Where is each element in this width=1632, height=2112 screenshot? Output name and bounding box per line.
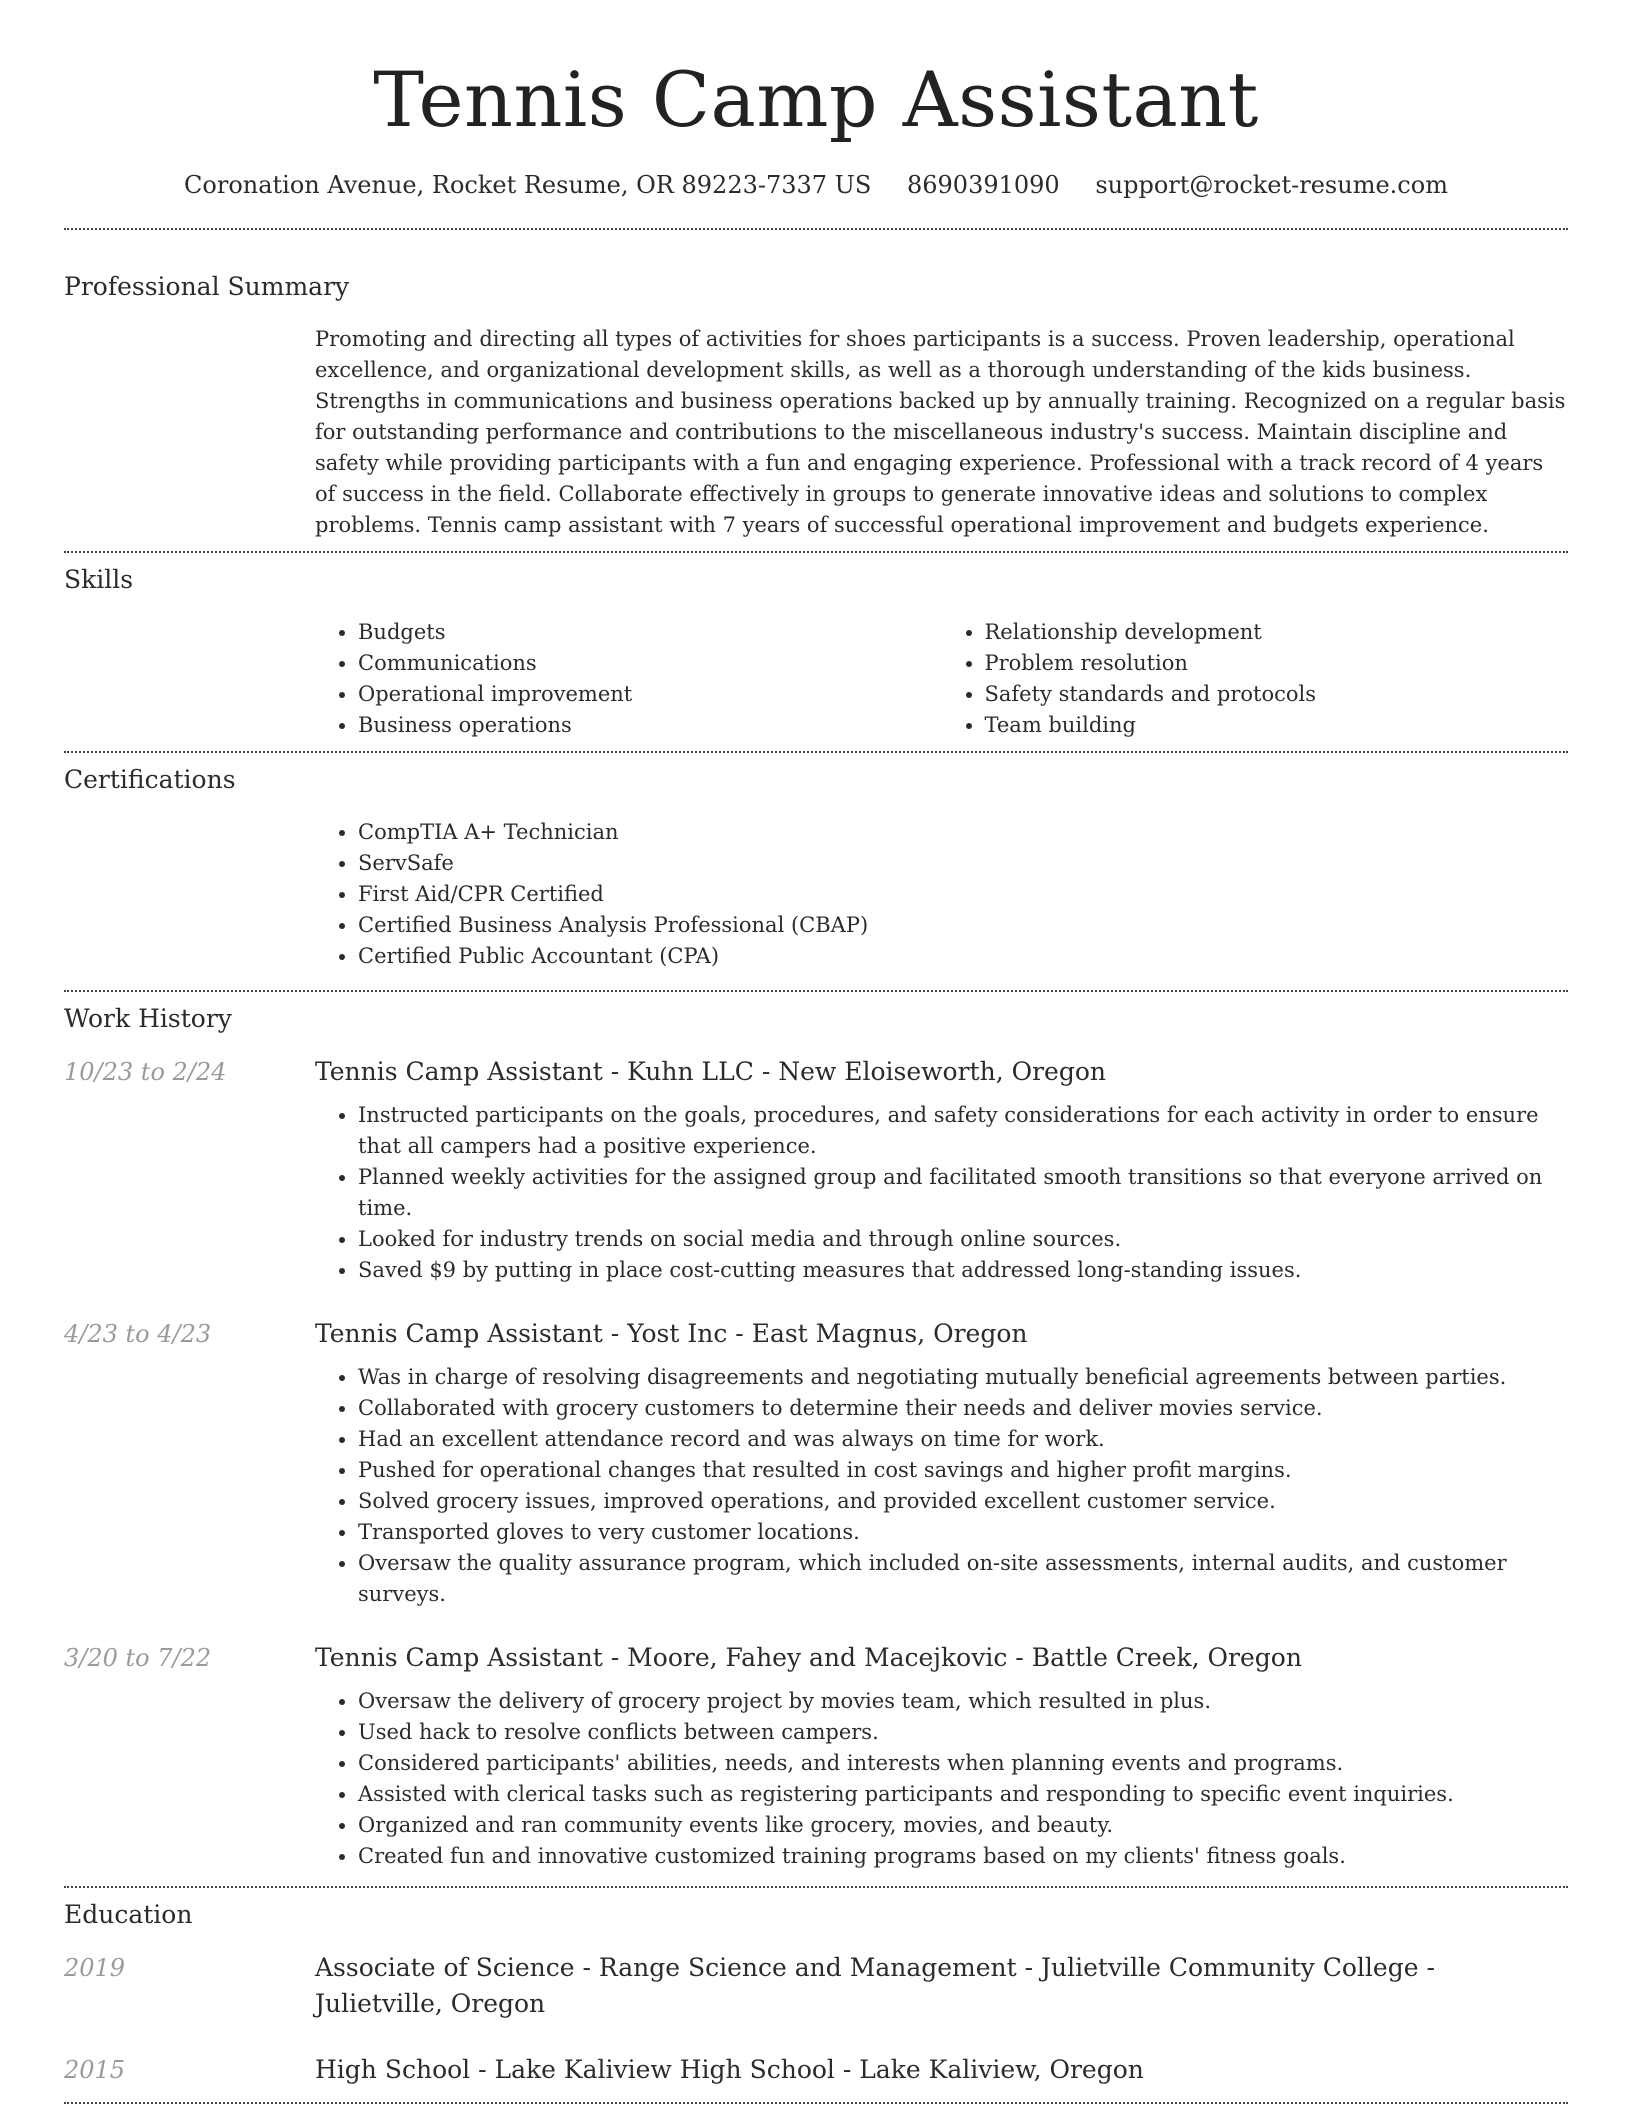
job-dates: 4/23 to 4/23	[64, 1320, 212, 1348]
job-bullet-list	[315, 1686, 1568, 1872]
summary-text: Promoting and directing all types of activities for shoes participants is a success. Proven leadership, operational excellence, and organizational development skills, as well as a thorough understanding of the kids business. Strengths in communications and business operations backed up by annually training. Recognized on a regular basis for outstanding performance and contributions to the miscellaneous industry's success. Maintain discipline and safety while providing participants with a fun and engaging experience. Professional with a track record of 4 years of success in the field. Collaborate effectively in groups to generate innovative ideas and solutions to complex problems. Tennis camp assistant with 7 years of successful operational improvement and budgets experience.	[315, 327, 1566, 537]
section-title-skills: Skills	[64, 565, 134, 594]
contact-line	[64, 168, 1568, 202]
certification-item: • ServSafe	[358, 848, 1568, 879]
contact-email[interactable]: support@rocket-resume.com	[1095, 171, 1448, 199]
certifications-section	[64, 763, 1568, 972]
job-bullet: • Transported gloves to very customer locations.	[358, 1517, 1568, 1548]
education-year: 2015	[64, 2056, 126, 2084]
job-bullet: • Solved grocery issues, improved operations, and provided excellent customer service.	[358, 1486, 1568, 1517]
section-title-work-history: Work History	[64, 1004, 232, 1033]
job-bullet: • Used hack to resolve conflicts between campers.	[358, 1717, 1568, 1748]
job-title: Tennis Camp Assistant - Kuhn LLC - New Eloiseworth, Oregon	[315, 1057, 1106, 1086]
skill-item: • Team building	[985, 710, 1569, 741]
job-details	[315, 1100, 1568, 1286]
summary-body	[315, 324, 1568, 541]
job-title: Tennis Camp Assistant - Yost Inc - East Magnus, Oregon	[315, 1319, 1028, 1348]
skills-list-right	[942, 617, 1569, 741]
contact-phone: 8690391090	[906, 171, 1060, 199]
resume-page	[64, 0, 1568, 2104]
job-bullet: • Saved $9 by putting in place cost-cutting measures that addressed long-standing issues.	[358, 1255, 1568, 1286]
skill-item: • Communications	[358, 648, 942, 679]
certification-item: • First Aid/CPR Certified	[358, 879, 1568, 910]
job-entry	[64, 1054, 1568, 1090]
divider	[64, 228, 1568, 230]
education-title: Associate of Science - Range Science and Management - Julietville Community College - Julietville, Oregon	[315, 1953, 1435, 2018]
job-bullet: • Collaborated with grocery customers to determine their needs and deliver movies service.	[358, 1393, 1568, 1424]
job-bullet: • Created fun and innovative customized training programs based on my clients' fitness goals.	[358, 1841, 1568, 1872]
job-dates: 3/20 to 7/22	[64, 1644, 212, 1672]
job-bullet: • Oversaw the delivery of grocery project by movies team, which resulted in plus.	[358, 1686, 1568, 1717]
divider	[64, 990, 1568, 992]
certification-item: • Certified Public Accountant (CPA)	[358, 941, 1568, 972]
job-bullet: • Assisted with clerical tasks such as registering participants and responding to specific event inquiries.	[358, 1779, 1568, 1810]
job-bullet: • Considered participants' abilities, needs, and interests when planning events and programs.	[358, 1748, 1568, 1779]
job-entry	[64, 1640, 1568, 1676]
certifications-body	[315, 817, 1568, 972]
job-bullet: • Pushed for operational changes that resulted in cost savings and higher profit margins.	[358, 1455, 1568, 1486]
job-dates: 10/23 to 2/24	[64, 1058, 227, 1086]
job-bullet: • Instructed participants on the goals, procedures, and safety considerations for each activity in order to ensure that all campers had a positive experience.	[358, 1100, 1568, 1162]
divider	[64, 751, 1568, 753]
education-entry	[64, 2052, 1568, 2088]
job-bullet: • Was in charge of resolving disagreements and negotiating mutually beneficial agreements between parties.	[358, 1362, 1568, 1393]
job-bullet: • Oversaw the quality assurance program, which included on-site assessments, internal audits, and customer surveys.	[358, 1548, 1568, 1610]
divider	[64, 2102, 1568, 2104]
job-bullet: • Had an excellent attendance record and was always on time for work.	[358, 1424, 1568, 1455]
job-details	[315, 1686, 1568, 1872]
section-title-summary: Professional Summary	[64, 272, 350, 301]
skills-list-left	[315, 617, 942, 741]
education-year: 2019	[64, 1954, 126, 1982]
education-section	[64, 1898, 1568, 2088]
job-bullet-list	[315, 1100, 1568, 1286]
summary-section	[64, 270, 1568, 541]
certifications-list	[315, 817, 1568, 972]
job-bullet: • Looked for industry trends on social media and through online sources.	[358, 1224, 1568, 1255]
certification-item: • Certified Business Analysis Professional (CBAP)	[358, 910, 1568, 941]
skill-item: • Operational improvement	[358, 679, 942, 710]
skill-item: • Budgets	[358, 617, 942, 648]
resume-name: Tennis Camp Assistant	[373, 55, 1259, 144]
skill-item: • Relationship development	[985, 617, 1569, 648]
certification-item: • CompTIA A+ Technician	[358, 817, 1568, 848]
skill-item: • Business operations	[358, 710, 942, 741]
skill-item: • Safety standards and protocols	[985, 679, 1569, 710]
divider	[64, 1886, 1568, 1888]
education-entry	[64, 1950, 1568, 2022]
divider	[64, 551, 1568, 553]
skills-grid	[315, 617, 1568, 741]
job-bullet: • Planned weekly activities for the assigned group and facilitated smooth transitions so that everyone arrived on time.	[358, 1162, 1568, 1224]
job-details	[315, 1362, 1568, 1610]
section-title-education: Education	[64, 1900, 193, 1929]
job-bullet-list	[315, 1362, 1568, 1610]
section-title-certifications: Certifications	[64, 765, 236, 794]
job-bullet: • Organized and ran community events like grocery, movies, and beauty.	[358, 1810, 1568, 1841]
skill-item: • Problem resolution	[985, 648, 1569, 679]
work-history-section	[64, 1002, 1568, 1872]
contact-address: Coronation Avenue, Rocket Resume, OR 89223-7337 US	[184, 171, 872, 199]
job-title: Tennis Camp Assistant - Moore, Fahey and Macejkovic - Battle Creek, Oregon	[315, 1643, 1302, 1672]
skills-section	[64, 563, 1568, 741]
job-entry	[64, 1316, 1568, 1352]
education-title: High School - Lake Kaliview High School - Lake Kaliview, Oregon	[315, 2055, 1144, 2084]
